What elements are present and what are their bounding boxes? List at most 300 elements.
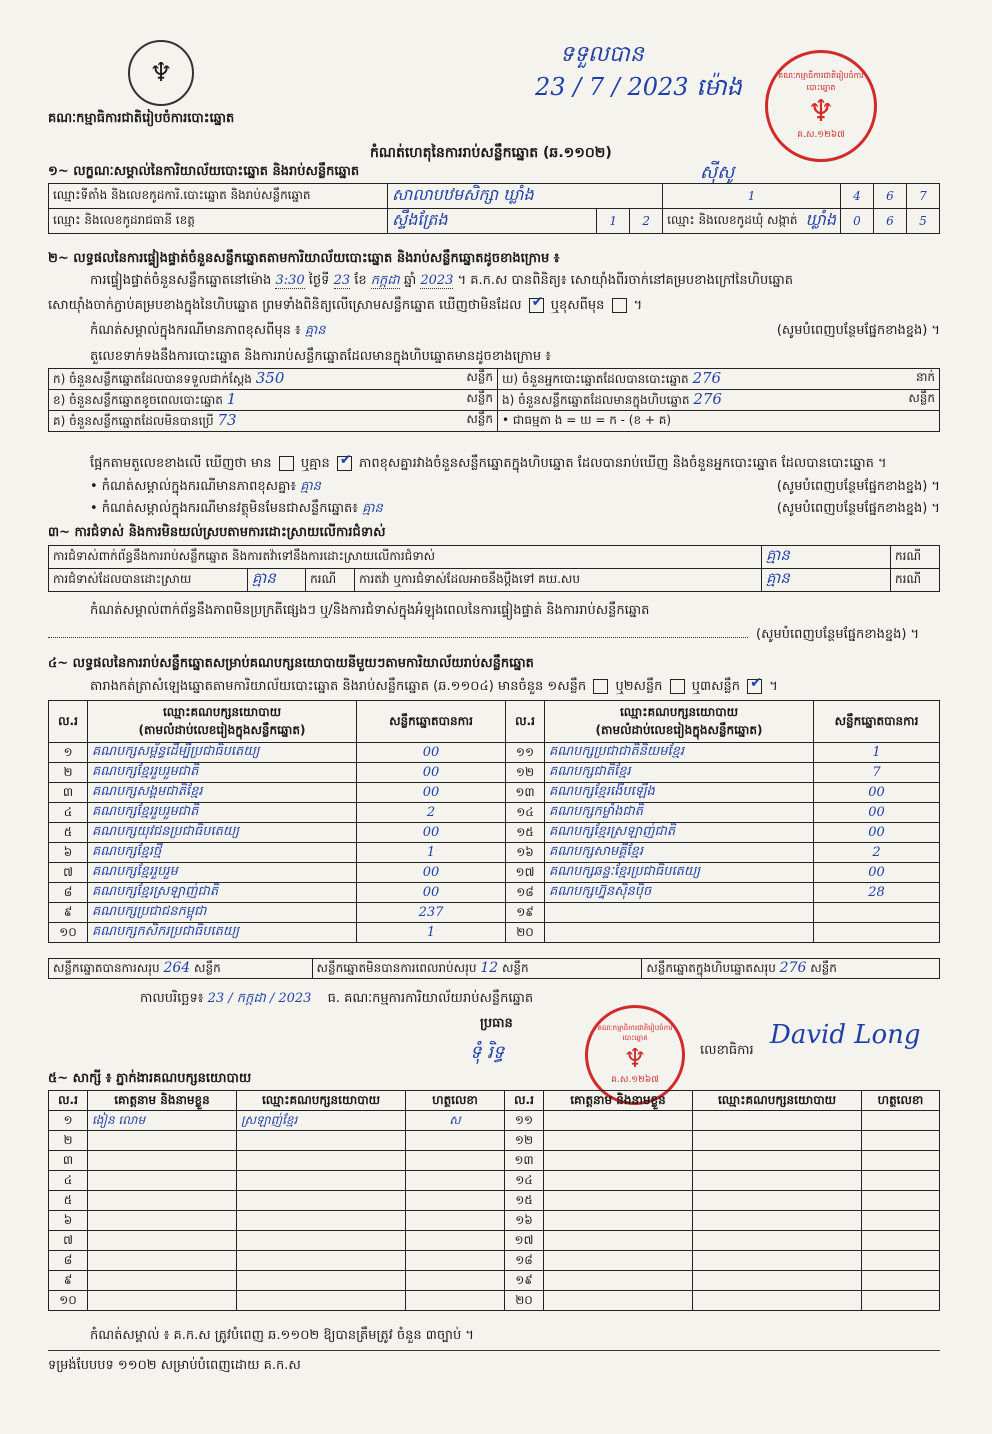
witness-row	[49, 1291, 940, 1311]
received-ballots-label: ក) ចំនួនសន្លឹកឆ្នោតដែលបានទទួលជាក់ស្តែង	[53, 372, 252, 386]
w-col-sig-right: ហត្ថលេខា	[862, 1091, 940, 1111]
result-party-name: គណបក្សប្រជាជនកម្ពុជា	[88, 903, 357, 923]
result-no: ១៧	[506, 863, 545, 883]
results-row	[49, 763, 940, 783]
witness-signature[interactable]	[862, 1151, 940, 1171]
witness-name	[88, 1151, 237, 1171]
section3-note: កំណត់សម្គាល់ពាក់ព័ន្ធនឹងភាពមិនប្រក្រតីផ្សេងៗ ឬ/និងការជំទាស់ក្នុងអំឡុងពេលនៃការផ្ទៀងផ្ទាត់ និងការរាប់សន្លឹកឆ្នោត	[90, 603, 650, 618]
witness-no: ៦	[49, 1211, 88, 1231]
spoiled-ballots-unit: សន្លឹក	[466, 391, 493, 405]
witness-name	[88, 1251, 237, 1271]
commune-code-1: 0	[841, 209, 874, 234]
result-votes: 00	[357, 783, 506, 803]
witness-signature[interactable]	[862, 1211, 940, 1231]
col-party-left-title: ឈ្មោះគណបក្សនយោបាយ	[162, 704, 282, 719]
witness-signature[interactable]	[862, 1291, 940, 1311]
two-sheets-label: ឬ២សន្លឹក	[615, 679, 663, 694]
witness-row	[49, 1151, 940, 1171]
result-party-name: គណបក្សខ្មែរស្រឡាញ់ជាតិ	[545, 823, 814, 843]
unused-ballots-unit: សន្លឹក	[466, 412, 493, 426]
p1-text-b: ថ្ងៃទី	[308, 273, 330, 288]
commune-code-2: 6	[874, 209, 907, 234]
p1-time: 3:30	[275, 273, 305, 288]
secretary-signature: David Long	[770, 1020, 921, 1050]
bullet1-hint: (សូមបំពេញបន្ថែមផ្នែកខាងខ្នង) ។	[776, 479, 940, 494]
section3-table	[48, 545, 940, 592]
witness-party[interactable]	[693, 1171, 862, 1191]
resolved-value: គ្មាន	[248, 569, 306, 592]
result-party-name: គណបក្សឆន្ទៈខ្មែរប្រជាធិបតេយ្យ	[545, 863, 814, 883]
result-votes: 7	[814, 763, 940, 783]
result-votes	[814, 923, 940, 943]
received-date: 23 / 7 / 2023 ម៉ោង	[535, 73, 742, 101]
province-value: ស្ទឹងត្រែង	[388, 209, 597, 234]
witness-signature	[406, 1251, 505, 1271]
result-no: ១៣	[506, 783, 545, 803]
witness-no: ១៥	[505, 1191, 544, 1211]
location-code-4: 7	[907, 184, 940, 209]
objection-value: គ្មាន	[762, 546, 891, 569]
col-party-right-sub: (តាមលំដាប់លេខរៀងក្នុងសន្លឹកឆ្នោត)	[595, 722, 763, 737]
witness-no: ១៧	[505, 1231, 544, 1251]
two-sheets-checkbox[interactable]	[670, 679, 685, 694]
spoiled-ballots-label: ខ) ចំនួនសន្លឹកឆ្នោតខូចពេលបោះឆ្នោត	[53, 393, 223, 407]
location-label: ឈ្មោះទីតាំង និងលេខកូដការិ.បោះឆ្នោត និងរាប់សន្លឹកឆ្នោត	[49, 184, 388, 209]
p1-month: កក្កដា	[370, 273, 400, 288]
result-party-name: គណបក្សខ្មែររួបរួម	[88, 863, 357, 883]
section2-p1	[90, 272, 793, 291]
footer-text: ទម្រង់បែបបទ ១១០២ សម្រាប់បំពេញដោយ គ.ក.ស	[48, 1358, 301, 1373]
witness-party[interactable]	[693, 1231, 862, 1251]
result-votes: 00	[814, 823, 940, 843]
results-row	[49, 823, 940, 843]
witness-party	[237, 1131, 406, 1151]
witness-signature	[406, 1191, 505, 1211]
result-no: ៧	[49, 863, 88, 883]
box-total-unit: សន្លឹក	[810, 960, 837, 975]
result-no: ២	[49, 763, 88, 783]
witness-name[interactable]	[544, 1131, 693, 1151]
result-votes: 00	[357, 763, 506, 783]
result-votes: 00	[357, 743, 506, 763]
seal-top-code: គ.ស.១២៦៧	[797, 130, 845, 140]
witness-name[interactable]	[544, 1211, 693, 1231]
witness-signature	[406, 1271, 505, 1291]
col-votes-right: សន្លឹកឆ្នោតបានការ	[814, 701, 940, 743]
box-total	[642, 959, 940, 979]
box-ballots-unit: សន្លឹក	[908, 391, 935, 405]
p1-text-c: ខែ	[354, 273, 367, 288]
province-code-2: 2	[630, 209, 663, 234]
section4-title: ៤~ លទ្ធផលនៃការរាប់សន្លឹកឆ្នោតសម្រាប់គណបក្សនយោបាយនីមួយៗតាមការិយាល័យរាប់សន្លឹកឆ្នោត	[48, 656, 534, 671]
witness-no: ៨	[49, 1251, 88, 1271]
witness-signature[interactable]	[862, 1271, 940, 1291]
note1-line	[90, 322, 940, 341]
valid-total	[49, 959, 313, 979]
section1-title: ១~ លក្ខណៈសម្គាល់នៃការិយាល័យបោះឆ្នោត និងរាប់សន្លឹកឆ្នោត	[48, 164, 360, 179]
official-seal-bottom: គណៈកម្មាធិការជាតិរៀបចំការបោះឆ្នោត ♆ គ.ស.១២៦៧	[585, 1005, 685, 1105]
section5-note: កំណត់សម្គាល់ ៖ គ.ក.ស ត្រូវបំពេញ ឆ.១១០២ ឱ្យបានត្រឹមត្រូវ ចំនួន ៣ច្បាប់ ។	[90, 1328, 474, 1343]
seal-bottom-code: គ.ស.១២៦៧	[611, 1074, 659, 1085]
w-col-name-right: គោត្តនាម និងនាមខ្លួន	[544, 1091, 693, 1111]
witness-row	[49, 1231, 940, 1251]
result-no: ៨	[49, 883, 88, 903]
location-code-3: 6	[874, 184, 907, 209]
witness-party[interactable]	[693, 1151, 862, 1171]
province-label: ឈ្មោះ និងលេខកូដរាជធានី ខេត្ត	[49, 209, 388, 234]
resolved-label: ការជំទាស់ដែលបានដោះស្រាយ	[49, 569, 248, 592]
witness-party	[237, 1151, 406, 1171]
results-table	[48, 700, 940, 943]
result-no: ៦	[49, 843, 88, 863]
results-row	[49, 903, 940, 923]
results-row	[49, 803, 940, 823]
witness-party[interactable]	[693, 1111, 862, 1131]
bullet1-label: • កំណត់សម្គាល់ក្នុងករណីមានភាពខុសគ្នា៖	[90, 479, 297, 494]
witness-name[interactable]	[544, 1251, 693, 1271]
witness-party[interactable]	[693, 1271, 862, 1291]
result-no: ៣	[49, 783, 88, 803]
section2-p2: សោយ៉ាំងចាក់ភ្ជាប់គម្របខាងក្នុងនៃហិបឆ្នោត ព្រមទាំងពិនិត្យលើស្រោមសន្លឹកឆ្នោត ឃើញថាមិនដែល ✔ ឬខុសពីមុន ។	[48, 294, 643, 313]
w-col-no-left: ល.រ	[49, 1091, 88, 1111]
witness-row	[49, 1211, 940, 1231]
witness-name: ងៀន លោម	[88, 1111, 237, 1131]
witness-no: ១២	[505, 1131, 544, 1151]
bullet2-hint: (សូមបំពេញបន្ថែមផ្នែកខាងខ្នង) ។	[776, 501, 940, 516]
invalid-total-unit: សន្លឹក	[502, 960, 529, 975]
count-committee: ធ. គណៈកម្មការការិយាល័យរាប់សន្លឹកឆ្នោត	[327, 991, 534, 1006]
valid-total-label: សន្លឹកឆ្នោតបានការសរុប	[53, 960, 160, 975]
p4-text-a: ផ្អែកតាមតួលេខខាងលើ ឃើញថា មាន	[90, 456, 272, 471]
witness-no: ១១	[505, 1111, 544, 1131]
section2-p4	[90, 452, 887, 474]
witness-party: ស្រឡាញ់ខ្មែរ	[237, 1111, 406, 1131]
changed-checkbox[interactable]	[612, 298, 627, 313]
col-party-right-title: ឈ្មោះគណបក្សនយោបាយ	[619, 704, 739, 719]
result-party-name: គណបក្សកសិករប្រជាធិបតេយ្យ	[88, 923, 357, 943]
intro-text: តារាងកត់ត្រាសំឡេងឆ្នោតតាមការិយាល័យបោះឆ្នោត និងរាប់សន្លឹកឆ្នោត (ឆ.១១០៤) មានចំនួន ១សន្លឹក	[90, 679, 587, 694]
result-no: ១៦	[506, 843, 545, 863]
bullet1-value: គ្មាន	[300, 479, 321, 494]
result-no: ១	[49, 743, 88, 763]
witness-row	[49, 1191, 940, 1211]
section2-table	[48, 368, 940, 432]
result-no: ១១	[506, 743, 545, 763]
col-votes-left: សន្លឹកឆ្នោតបានការ	[357, 701, 506, 743]
result-votes: 2	[814, 843, 940, 863]
witness-signature[interactable]	[862, 1191, 940, 1211]
witness-no: ១៤	[505, 1171, 544, 1191]
result-no: ៤	[49, 803, 88, 823]
location-code-1: 1	[663, 184, 841, 209]
result-votes: 237	[357, 903, 506, 923]
results-row	[49, 863, 940, 883]
results-row	[49, 883, 940, 903]
section3-hint: (សូមបំពេញបន្ថែមផ្នែកខាងខ្នង) ។	[756, 627, 920, 642]
result-party-name: គណបក្សយុវជនប្រជាធិបតេយ្យ	[88, 823, 357, 843]
result-party-name: គណបក្សកម្លាំងជាតិ	[545, 803, 814, 823]
unused-ballots-label: គ) ចំនួនសន្លឹកឆ្នោតដែលមិនបានប្រើ	[53, 414, 214, 428]
p1-year: 2023	[420, 273, 454, 288]
witness-no: ៣	[49, 1151, 88, 1171]
date-label: កាលបរិច្ឆេទ៖	[140, 991, 204, 1006]
witness-no: ១០	[49, 1291, 88, 1311]
note1-label: កំណត់សម្គាល់ក្នុងករណីមានភាពខុសពីមុន ៖	[90, 323, 301, 338]
witness-name[interactable]	[544, 1271, 693, 1291]
results-summary	[48, 958, 940, 979]
received-signature: ស៊ីសូ	[700, 162, 735, 183]
witness-row	[49, 1131, 940, 1151]
commune-label: ឈ្មោះ និងលេខកូដឃុំ សង្កាត់	[667, 213, 798, 227]
box-total-label: សន្លឹកឆ្នោតក្នុងហិបឆ្នោតសរុប	[646, 960, 776, 975]
result-votes: 1	[357, 923, 506, 943]
witness-no: ១៩	[505, 1271, 544, 1291]
invalid-total	[312, 959, 642, 979]
received-label: ទទួលបាន	[560, 42, 644, 67]
result-votes: 2	[357, 803, 506, 823]
bullet1-line	[90, 478, 940, 497]
chair-label: ប្រធាន	[480, 1016, 513, 1031]
witness-name[interactable]	[544, 1191, 693, 1211]
witness-party[interactable]	[693, 1191, 862, 1211]
unchanged-checkbox[interactable]: ✔	[529, 298, 544, 313]
date-line	[140, 990, 533, 1009]
section5-title: ៥~ សាក្សី ៖ ភ្នាក់ងារគណបក្សនយោបាយ	[48, 1071, 252, 1086]
seal-bottom-text: គណៈកម្មាធិការជាតិរៀបចំការបោះឆ្នោត	[597, 1023, 673, 1042]
witness-party	[237, 1191, 406, 1211]
bullet2-label: • កំណត់សម្គាល់ក្នុងករណីមានវត្ថុមិនមែនជាសន្លឹកឆ្នោត៖	[90, 501, 358, 516]
w-col-name-left: គោត្តនាម និងនាមខ្លួន	[88, 1091, 237, 1111]
box-total-value: 276	[779, 959, 807, 976]
col-party-left	[88, 701, 357, 743]
resolved-case: ករណី	[306, 569, 355, 592]
witness-no: ៧	[49, 1231, 88, 1251]
no-difference-checkbox[interactable]: ✔	[337, 456, 352, 471]
result-no: ១៩	[506, 903, 545, 923]
witness-name	[88, 1211, 237, 1231]
witness-signature[interactable]	[862, 1231, 940, 1251]
bullet2-line	[90, 500, 940, 519]
witness-party[interactable]	[693, 1131, 862, 1151]
p4-text-b: ឬគ្មាន	[300, 456, 330, 471]
voters-value: 276	[692, 369, 722, 387]
has-difference-checkbox[interactable]	[279, 456, 294, 471]
section2-p3: តួលេខទាក់ទងនឹងការបោះឆ្នោត និងការរាប់សន្លឹកឆ្នោតដែលមានក្នុងហិបឆ្នោតមានដូចខាងក្រោម ៖	[90, 349, 551, 364]
commune-value: ឃ្លាំង	[805, 210, 836, 229]
results-row	[49, 743, 940, 763]
chair-signature: ទុំ រិទ្ធ	[470, 1042, 505, 1063]
voters-unit: នាក់	[915, 370, 935, 384]
section1-table	[48, 183, 940, 234]
result-party-name: គណបក្សខ្មែររួបរួមជាតិ	[88, 763, 357, 783]
result-votes: 28	[814, 883, 940, 903]
witness-signature	[406, 1151, 505, 1171]
col-no-right: ល.រ	[506, 701, 545, 743]
w-col-no-right: ល.រ	[505, 1091, 544, 1111]
col-party-left-sub: (តាមលំដាប់លេខរៀងក្នុងសន្លឹកឆ្នោត)	[138, 722, 306, 737]
p1-text-d: ឆ្នាំ	[403, 273, 417, 288]
section2-title: ២~ លទ្ធផលនៃការផ្ទៀងផ្ទាត់ចំនួនសន្លឹកឆ្នោតតាមការិយាល័យបោះឆ្នោត និងរាប់សន្លឹកឆ្នោតដូចខាងក្រោម ៖	[48, 251, 560, 266]
result-votes: 00	[814, 783, 940, 803]
invalid-total-value: 12	[480, 959, 499, 976]
witness-row	[49, 1251, 940, 1271]
result-votes: 00	[357, 823, 506, 843]
witness-table	[48, 1090, 940, 1311]
witness-signature	[406, 1231, 505, 1251]
results-row	[49, 783, 940, 803]
result-party-name: គណបក្សខ្មែរងើបឡើង	[545, 783, 814, 803]
witness-party	[237, 1171, 406, 1191]
province-code-1: 1	[597, 209, 630, 234]
voters-label: ឃ) ចំនួនអ្នកបោះឆ្នោតដែលបានបោះឆ្នោត	[502, 372, 689, 386]
result-party-name: គណបក្សសង្គមជាតិខ្មែរ	[88, 783, 357, 803]
p1-day: 23	[333, 273, 351, 288]
witness-signature	[406, 1291, 505, 1311]
witness-signature	[406, 1211, 505, 1231]
box-ballots-value: 276	[693, 390, 722, 408]
witness-row	[49, 1171, 940, 1191]
witness-signature[interactable]	[862, 1131, 940, 1151]
witness-no: ២	[49, 1131, 88, 1151]
nec-logo: ♆	[128, 40, 194, 106]
location-code-2: 4	[841, 184, 874, 209]
witness-name[interactable]	[544, 1291, 693, 1311]
appeal-label: ការតវ៉ា ឬការជំទាស់ដែលអាចនឹងប្តឹងទៅ គឃ.សប	[355, 569, 762, 592]
witness-name[interactable]	[544, 1171, 693, 1191]
result-no: ១៨	[506, 883, 545, 903]
result-no: ៩	[49, 903, 88, 923]
result-no: ១៤	[506, 803, 545, 823]
results-row	[49, 923, 940, 943]
result-votes: 1	[814, 743, 940, 763]
result-no: ១២	[506, 763, 545, 783]
witness-signature	[406, 1171, 505, 1191]
witness-no: ៤	[49, 1171, 88, 1191]
p4-text-c: ភាពខុសគ្នារវាងចំនួនសន្លឹកឆ្នោតក្នុងហិបឆ្នោត ដែលបានរាប់ឃើញ និងចំនួនអ្នកបោះឆ្នោត ដែលបានបោះឆ្នោត ។	[359, 456, 887, 471]
result-party-name: គណបក្សសម្ព័ន្ធដើម្បីប្រជាធិបតេយ្យ	[88, 743, 357, 763]
witness-no: ១៣	[505, 1151, 544, 1171]
witness-no: ១៦	[505, 1211, 544, 1231]
appeal-case: ករណី	[891, 569, 940, 592]
result-party-name: គណបក្សហ្វ៊ុនស៊ិនប៉ិច	[545, 883, 814, 903]
box-ballots-label: ង) ចំនួនសន្លឹកឆ្នោតដែលមានក្នុងហិបឆ្នោត	[502, 393, 690, 407]
result-no: ៥	[49, 823, 88, 843]
objection-case: ករណី	[891, 546, 940, 569]
witness-party	[237, 1211, 406, 1231]
section3-note-line	[48, 625, 748, 638]
w-col-party-right: ឈ្មោះគណបក្សនយោបាយ	[693, 1091, 862, 1111]
result-party-name: គណបក្សជាតិខ្មែរ	[545, 763, 814, 783]
result-votes: 1	[357, 843, 506, 863]
w-col-sig-left: ហត្ថលេខា	[406, 1091, 505, 1111]
witness-name[interactable]	[544, 1111, 693, 1131]
results-row	[49, 843, 940, 863]
p1-text-e: ។ គ.ក.ស បានពិនិត្យ៖ សោយ៉ាំងពីរចាក់នៅគម្របខាងក្រៅនៃហិបឆ្នោត	[457, 273, 793, 288]
witness-row	[49, 1111, 940, 1131]
appeal-value: គ្មាន	[762, 569, 891, 592]
result-votes: 00	[814, 863, 940, 883]
seal-top-text: គណៈកម្មាធិការជាតិរៀបចំការបោះឆ្នោត	[778, 71, 864, 92]
footer-divider	[48, 1350, 940, 1351]
witness-signature[interactable]	[862, 1251, 940, 1271]
formula-text: ជាធម្មតា ង = ឃ = ក - (ខ + គ)	[512, 413, 672, 427]
witness-signature: ស	[406, 1111, 505, 1131]
result-party-name: គណបក្សខ្មែររួបរួមជាតិ	[88, 803, 357, 823]
note1-value: គ្មាន	[304, 323, 326, 338]
witness-party	[237, 1291, 406, 1311]
three-sheets-checkbox[interactable]: ✔	[747, 679, 762, 694]
witness-no: ៥	[49, 1191, 88, 1211]
result-votes: 00	[357, 863, 506, 883]
objection-label: ការជំទាស់ពាក់ព័ន្ធនឹងការរាប់សន្លឹកឆ្នោត និងការតវ៉ាទៅនឹងការដោះស្រាយលើការជំទាស់	[49, 546, 762, 569]
witness-name	[88, 1191, 237, 1211]
witness-signature[interactable]	[862, 1111, 940, 1131]
three-sheets-label: ឬ៣សន្លឹក	[691, 679, 740, 694]
result-party-name: គណបក្សសាមគ្គីខ្មែរ	[545, 843, 814, 863]
witness-name	[88, 1291, 237, 1311]
result-party-name: គណបក្សខ្មែរថ្មី	[88, 843, 357, 863]
col-party-right	[545, 701, 814, 743]
witness-no: ១៨	[505, 1251, 544, 1271]
witness-party[interactable]	[693, 1211, 862, 1231]
spoiled-ballots-value: 1	[226, 390, 237, 408]
witness-name	[88, 1131, 237, 1151]
witness-no: ២០	[505, 1291, 544, 1311]
result-no: ១០	[49, 923, 88, 943]
p2-tail: ឬខុសពីមុន	[550, 298, 605, 313]
witness-name[interactable]	[544, 1151, 693, 1171]
witness-signature[interactable]	[862, 1171, 940, 1191]
witness-party	[237, 1271, 406, 1291]
witness-name	[88, 1231, 237, 1251]
witness-row	[49, 1271, 940, 1291]
received-ballots-unit: សន្លឹក	[466, 370, 493, 384]
result-party-name: គណបក្សប្រជាជាតិនិយមខ្មែរ	[545, 743, 814, 763]
witness-party[interactable]	[693, 1291, 862, 1311]
witness-name[interactable]	[544, 1231, 693, 1251]
section4-intro: តារាងកត់ត្រាសំឡេងឆ្នោតតាមការិយាល័យបោះឆ្នោត និងរាប់សន្លឹកឆ្នោត (ឆ.១១០៤) មានចំនួន ១សន្លឹក ឬ២សន្លឹក ឬ៣សន្លឹក ✔ ។	[90, 675, 778, 694]
bullet2-value: គ្មាន	[362, 501, 383, 516]
witness-signature	[406, 1131, 505, 1151]
one-sheet-checkbox[interactable]	[593, 679, 608, 694]
committee-name: គណៈកម្មាធិការជាតិរៀបចំការបោះឆ្នោត	[48, 111, 235, 126]
form-title: កំណត់ហេតុនៃការរាប់សន្លឹកឆ្នោត (ឆ.១១០២)	[370, 145, 612, 161]
received-ballots-value: 350	[255, 369, 285, 387]
note1-hint: (សូមបំពេញបន្ថែមផ្នែកខាងខ្នង) ។	[776, 323, 940, 338]
unused-ballots-value: 73	[217, 411, 237, 429]
date-value: 23 / កក្កដា / 2023	[207, 991, 312, 1006]
result-votes: 00	[814, 803, 940, 823]
section3-title: ៣~ ការជំទាស់ និងការមិនយល់ស្របតាមការដោះស្រាយលើការជំទាស់	[48, 525, 386, 540]
result-party-name: គណបក្សខ្មែរស្រឡាញ់ជាតិ	[88, 883, 357, 903]
result-party-name	[545, 923, 814, 943]
witness-no: ៩	[49, 1271, 88, 1291]
witness-name	[88, 1271, 237, 1291]
result-votes	[814, 903, 940, 923]
secretary-label: លេខាធិការ	[700, 1043, 754, 1058]
invalid-total-label: សន្លឹកឆ្នោតមិនបានការពេលរាប់សរុប	[316, 960, 477, 975]
valid-total-value: 264	[163, 959, 191, 976]
witness-party[interactable]	[693, 1251, 862, 1271]
commune-code-3: 5	[907, 209, 940, 234]
w-col-party-left: ឈ្មោះគណបក្សនយោបាយ	[237, 1091, 406, 1111]
witness-name	[88, 1171, 237, 1191]
valid-total-unit: សន្លឹក	[194, 960, 221, 975]
result-no: ២០	[506, 923, 545, 943]
witness-no: ១	[49, 1111, 88, 1131]
p2-text: សោយ៉ាំងចាក់ភ្ជាប់គម្របខាងក្នុងនៃហិបឆ្នោត ព្រមទាំងពិនិត្យលើស្រោមសន្លឹកឆ្នោត ឃើញថាមិនដែល	[48, 298, 522, 313]
witness-party	[237, 1251, 406, 1271]
